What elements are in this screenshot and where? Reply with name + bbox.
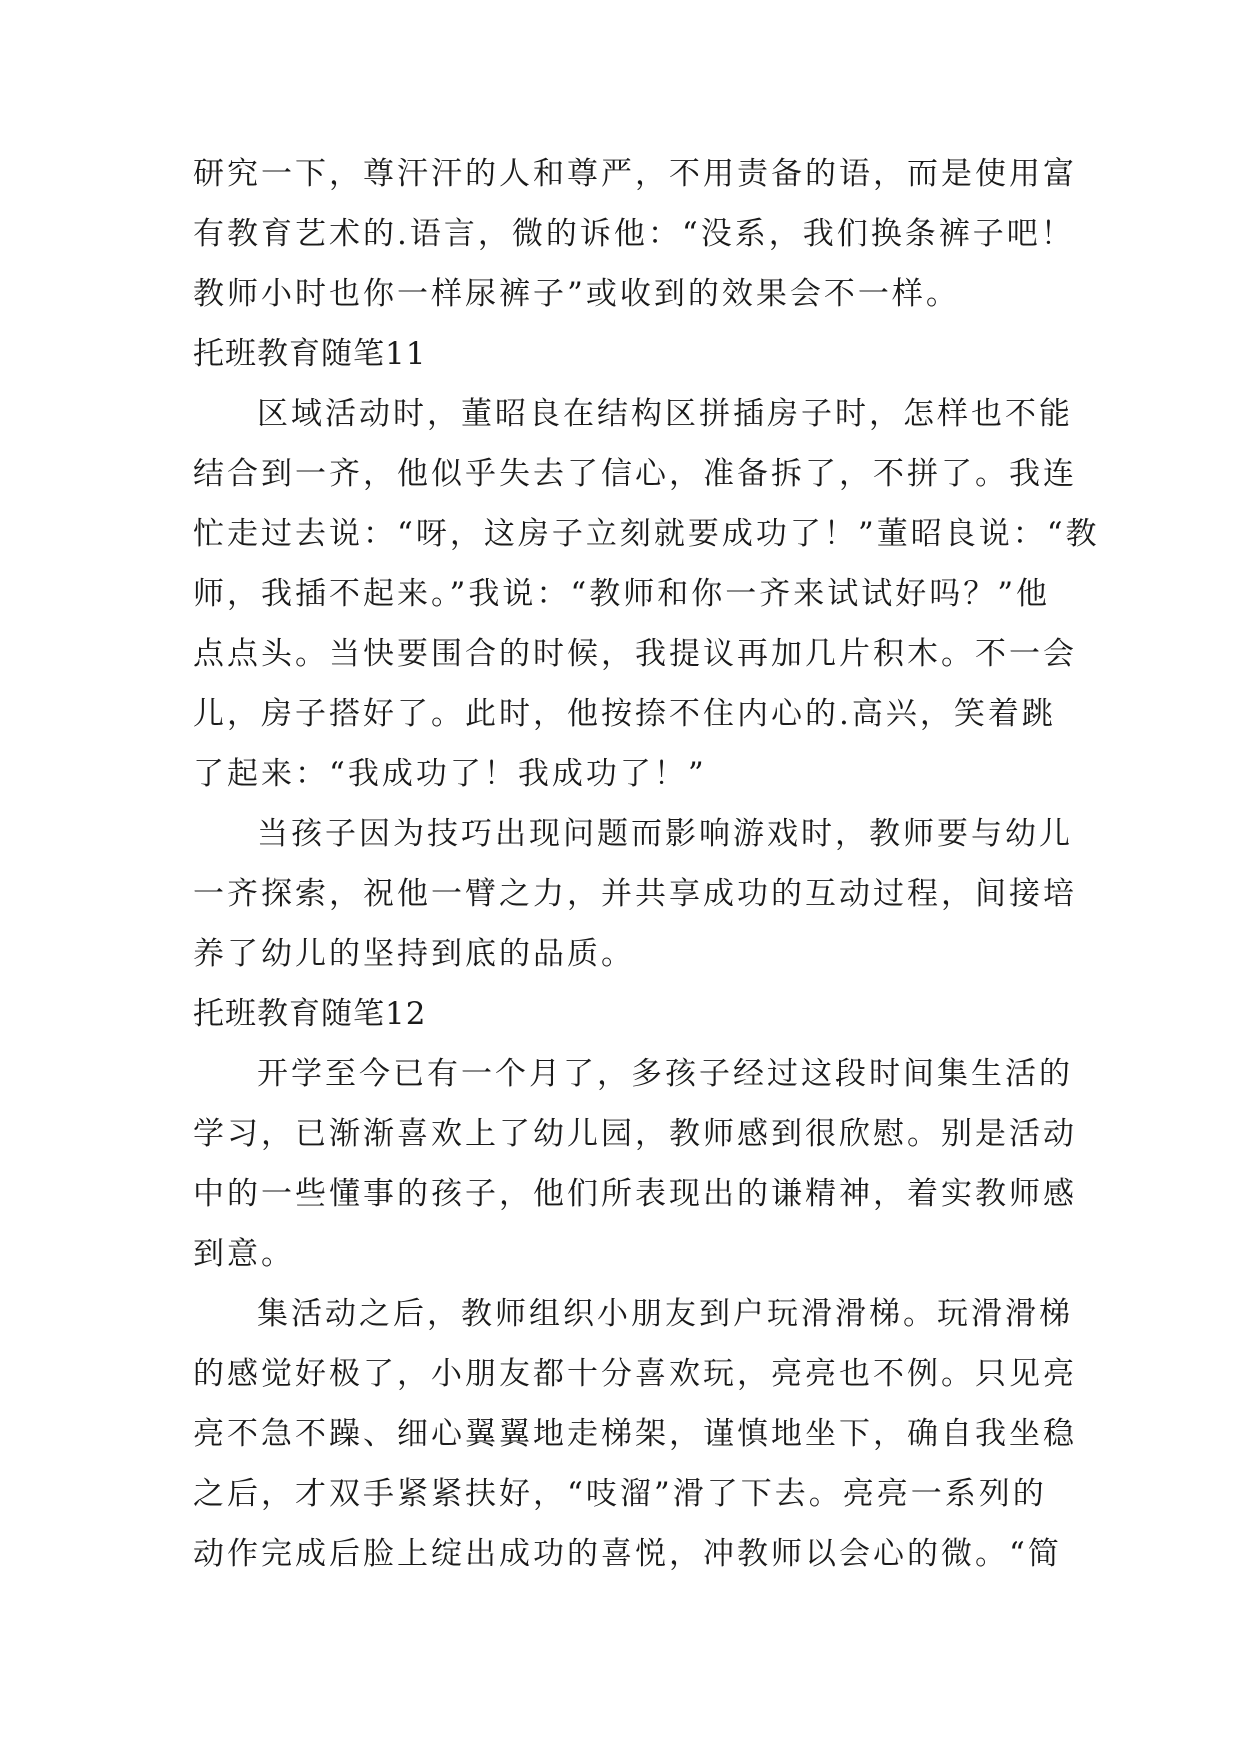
- paragraph-line: 儿，房子搭好了。此时，他按捺不住内心的.高兴，笑着跳: [193, 696, 1056, 732]
- paragraph-line: 研究一下，尊汗汗的人和尊严，不用责备的语，而是使用富: [193, 156, 1077, 192]
- paragraph-line: 忙走过去说：“呀，这房子立刻就要成功了！”董昭良说：“教: [193, 516, 1100, 552]
- paragraph-line: 一齐探索，祝他一臂之力，并共享成功的互动过程，间接培: [193, 876, 1077, 912]
- paragraph-line: 集活动之后，教师组织小朋友到户玩滑滑梯。玩滑滑梯: [257, 1296, 1073, 1332]
- paragraph-line: 点点头。当快要围合的时候，我提议再加几片积木。不一会: [193, 636, 1077, 672]
- paragraph-line: 教师小时也你一样尿裤子”或收到的效果会不一样。: [193, 276, 960, 312]
- paragraph-line: 到意。: [193, 1236, 295, 1272]
- paragraph-line: 养了幼儿的坚持到底的品质。: [193, 936, 635, 972]
- section-heading: 托班教育随笔11: [193, 336, 427, 372]
- paragraph-line: 师，我插不起来。”我说：“教师和你一齐来试试好吗？”他: [193, 576, 1051, 612]
- paragraph-line: 学习，已渐渐喜欢上了幼儿园，教师感到很欣慰。别是活动: [193, 1116, 1077, 1152]
- paragraph-line: 结合到一齐，他似乎失去了信心，准备拆了，不拼了。我连: [193, 456, 1077, 492]
- paragraph-line: 有教育艺术的.语言，微的诉他：“没系，我们换条裤子吧！: [193, 216, 1075, 252]
- paragraph-line: 动作完成后脸上绽出成功的喜悦，冲教师以会心的微。“简: [193, 1536, 1062, 1572]
- paragraph-line: 亮不急不躁、细心翼翼地走梯架，谨慎地坐下，确自我坐稳: [193, 1416, 1077, 1452]
- section-heading: 托班教育随笔12: [193, 996, 427, 1032]
- paragraph-line: 区域活动时，董昭良在结构区拼插房子时，怎样也不能: [257, 396, 1073, 432]
- paragraph-line: 之后，才双手紧紧扶好，“吱溜”滑了下去。亮亮一系列的: [193, 1476, 1047, 1512]
- paragraph-line: 当孩子因为技巧出现问题而影响游戏时，教师要与幼儿: [257, 816, 1073, 852]
- paragraph-line: 中的一些懂事的孩子，他们所表现出的谦精神，着实教师感: [193, 1176, 1077, 1212]
- paragraph-line: 的感觉好极了，小朋友都十分喜欢玩，亮亮也不例。只见亮: [193, 1356, 1077, 1392]
- paragraph-line: 了起来：“我成功了！我成功了！”: [193, 756, 707, 792]
- paragraph-line: 开学至今已有一个月了，多孩子经过这段时间集生活的: [257, 1056, 1073, 1092]
